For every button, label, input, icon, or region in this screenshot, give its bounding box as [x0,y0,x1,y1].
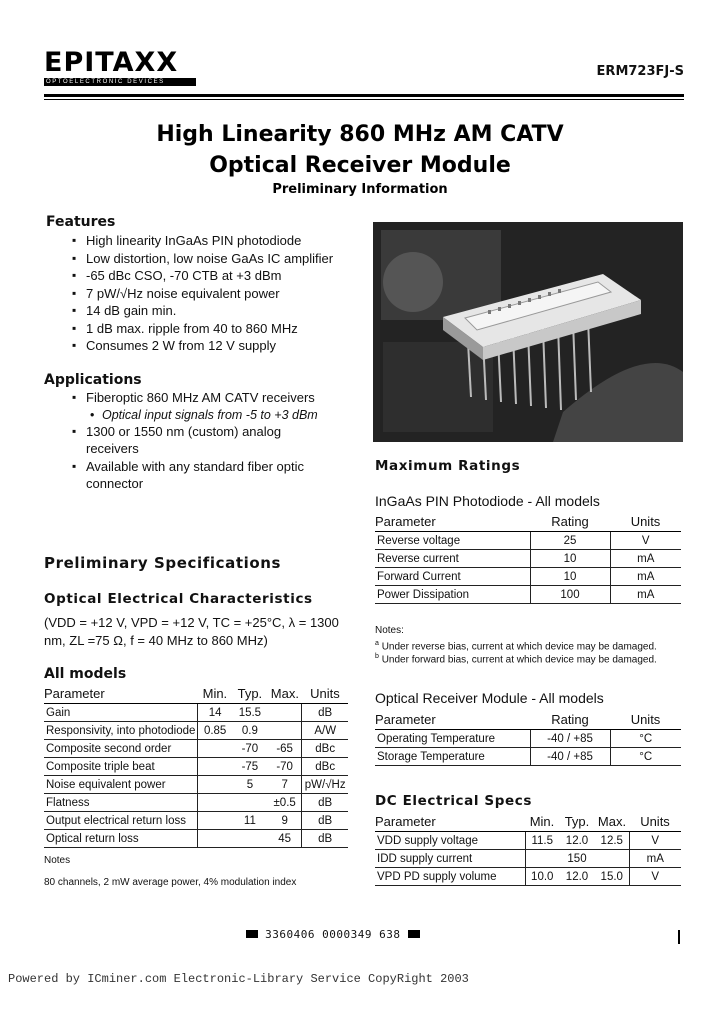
applications-section [44,372,344,493]
dc-specs-table [375,814,681,886]
barcode-block-icon [246,930,258,938]
table-cell: dB [302,830,348,848]
table-cell: 9 [268,812,302,830]
table-cell: IDD supply current [375,850,525,868]
table-header-row [44,686,348,704]
list-item: ▪ 1300 or 1550 nm (custom) analog receivers [70,423,316,458]
note-a-text: Under reverse bias, current at which device may be damaged. [381,641,657,653]
table-cell: ±0.5 [268,794,302,812]
table-cell: mA [629,850,681,868]
table-cell: Flatness [44,794,198,812]
barcode-block-icon [408,930,420,938]
table-row [375,568,681,586]
table-cell: 10 [530,568,610,586]
table-cell: Gain [44,704,198,722]
table-cell: -70 [268,758,302,776]
oec-heading: Optical Electrical Characteristics [44,591,313,607]
spec-note-1: 80 channels, 2 mW average power, 4% modulation index [44,877,297,888]
table-cell: 0.9 [232,722,268,740]
table-cell [198,758,232,776]
table-cell: Optical return loss [44,830,198,848]
table-cell: VPD PD supply volume [375,868,525,886]
header-rule-thin [44,99,684,100]
receiver-module-image [373,222,683,442]
col-header: Units [302,686,348,704]
table-cell: Forward Current [375,568,530,586]
applications-heading: Applications [44,372,142,388]
table-cell: Power Dissipation [375,586,530,604]
table-cell: -65 [268,740,302,758]
col-header: Max. [595,814,629,832]
col-header: Rating [530,514,610,532]
table-cell: 45 [268,830,302,848]
ratings-note-b: $^b$ Under forward bias, current at which device may be damaged. [375,653,657,666]
table-row [44,722,348,740]
ratings-note-a: $^a$ Under reverse bias, current at which device may be damaged. [375,640,657,653]
max-ratings-heading: Maximum Ratings [375,458,521,474]
table-cell [198,740,232,758]
optical-spec-table [44,686,348,848]
title-line-1: High Linearity 860 MHz AM CATV [156,122,564,147]
table-cell: dBc [302,740,348,758]
list-item: ▪ High linearity InGaAs PIN photodiode [70,232,366,250]
product-photo [373,222,683,442]
col-header: Typ. [559,814,595,832]
list-item: ▪ Low distortion, low noise GaAs IC amplifier [70,250,366,268]
test-conditions: (VDD = +12 V, VPD = +12 V, TC = +25°C, λ = 1300 nm, ZL =75 Ω, f = 40 MHz to 860 MHz) [44,615,339,648]
table-cell: 11 [232,812,268,830]
list-item: ▪ Consumes 2 W from 12 V supply [70,337,366,355]
table-cell: °C [610,730,681,748]
table-header-row [375,814,681,832]
table-cell: -75 [232,758,268,776]
table-cell: Storage Temperature [375,748,530,766]
table-cell: 12.0 [559,832,595,850]
table-cell: Operating Temperature [375,730,530,748]
features-heading: Features [46,214,116,230]
col-header: Parameter [375,712,530,730]
table-cell: 150 [559,850,595,868]
pin-ratings-table [375,514,681,604]
table-cell: Responsivity, into photodiode [44,722,198,740]
powered-by-text: Powered by ICminer.com Electronic-Library Service CopyRight 2003 [8,972,469,986]
logo-subtitle: OPTOELECTRONIC DEVICES [44,78,196,86]
col-header: Min. [525,814,559,832]
table-row [44,740,348,758]
table-cell: dB [302,794,348,812]
table-cell [198,776,232,794]
table-cell: -40 / +85 [530,748,610,766]
table-row [44,830,348,848]
list-item: ▪ 14 dB gain min. [70,302,366,320]
note-b-text: Under forward bias, current at which device may be damaged. [381,654,657,666]
table-cell [198,830,232,848]
table-row [375,850,681,868]
table-cell: -70 [232,740,268,758]
orm-ratings-table [375,712,681,766]
table-cell [268,704,302,722]
table-cell: 7 [268,776,302,794]
table-cell: A/W [302,722,348,740]
subtitle: Preliminary Information [272,182,448,197]
table-cell: mA [610,568,681,586]
table-cell [268,722,302,740]
ratings-notes-label: Notes: [375,625,404,636]
table-row [44,758,348,776]
orm-heading: Optical Receiver Module - All models [375,690,604,706]
table-cell: -40 / +85 [530,730,610,748]
col-header: Units [610,712,681,730]
table-cell: pW/√Hz [302,776,348,794]
table-cell: 12.5 [595,832,629,850]
table-cell: 5 [232,776,268,794]
table-cell: 10.0 [525,868,559,886]
table-cell: Reverse voltage [375,532,530,550]
table-row [375,586,681,604]
col-header: Parameter [44,686,198,704]
table-row [375,832,681,850]
logo-text: EPITAXX [44,47,179,78]
table-header-row [375,712,681,730]
table-cell: 10 [530,550,610,568]
table-cell: 11.5 [525,832,559,850]
table-cell: mA [610,550,681,568]
table-cell [198,812,232,830]
list-item: ▪ 1 dB max. ripple from 40 to 860 MHz [70,320,366,338]
list-item [70,389,340,423]
table-cell [525,850,559,868]
table-cell: V [629,868,681,886]
pin-heading: InGaAs PIN Photodiode - All models [375,493,600,509]
prelim-specs-heading: Preliminary Specifications [44,554,282,572]
table-row [44,704,348,722]
table-cell [232,794,268,812]
list-item-text: Fiberoptic 860 MHz AM CATV receivers [86,390,315,405]
table-cell: Output electrical return loss [44,812,198,830]
table-cell: dBc [302,758,348,776]
table-row [375,532,681,550]
features-section [46,214,366,355]
table-cell: 25 [530,532,610,550]
table-cell: dB [302,704,348,722]
table-cell: 12.0 [559,868,595,886]
table-row [44,776,348,794]
col-header: Units [629,814,681,832]
table-cell: dB [302,812,348,830]
features-list [70,232,366,355]
page-mark [678,930,680,944]
table-cell [595,850,629,868]
barcode-text: 3360406 0000349 638 [265,928,401,941]
col-header: Units [610,514,681,532]
barcode-line [246,928,420,941]
table-row [375,748,681,766]
list-item: ▪ -65 dBc CSO, -70 CTB at +3 dBm [70,267,366,285]
col-header: Rating [530,712,610,730]
table-cell: 15.0 [595,868,629,886]
list-item: ▪ 7 pW/√Hz noise equivalent power [70,285,366,303]
table-cell: mA [610,586,681,604]
table-row [375,730,681,748]
table-cell: Composite second order [44,740,198,758]
header-rule [44,94,684,97]
col-header: Min. [198,686,232,704]
table-cell: °C [610,748,681,766]
table-row [375,868,681,886]
table-cell: VDD supply voltage [375,832,525,850]
table-cell: 0.85 [198,722,232,740]
table-header-row [375,514,681,532]
col-header: Parameter [375,814,525,832]
table-cell: 14 [198,704,232,722]
table-cell: 100 [530,586,610,604]
applications-list [70,389,340,493]
table-cell: V [629,832,681,850]
spec-notes-label: Notes [44,855,71,866]
title-line-2: Optical Receiver Module [209,153,511,178]
all-models-heading: All models [44,666,127,682]
col-header: Parameter [375,514,530,532]
table-cell [198,794,232,812]
table-cell [232,830,268,848]
table-row [375,550,681,568]
table-cell: 15.5 [232,704,268,722]
sub-list-item: • Optical input signals from -5 to +3 dBm [86,407,332,423]
table-cell: Reverse current [375,550,530,568]
table-cell: Noise equivalent power [44,776,198,794]
dc-specs-heading: DC Electrical Specs [375,793,532,809]
company-logo [44,47,196,86]
col-header: Typ. [232,686,268,704]
col-header: Max. [268,686,302,704]
table-row [44,812,348,830]
table-cell: Composite triple beat [44,758,198,776]
table-row [44,794,348,812]
list-item: ▪ Available with any standard fiber optic connector [70,458,336,493]
part-number: ERM723FJ-S [596,64,684,79]
table-cell: V [610,532,681,550]
